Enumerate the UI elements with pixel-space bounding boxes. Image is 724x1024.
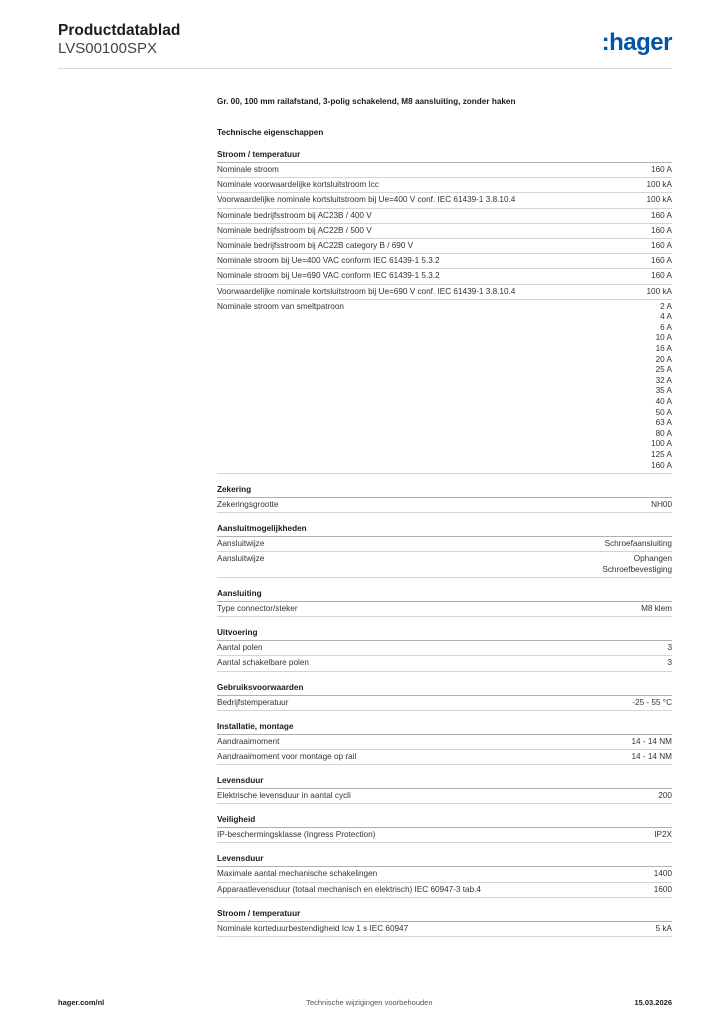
property-row bbox=[217, 537, 672, 552]
property-value: 160 A bbox=[651, 256, 672, 266]
section-title: Technische eigenschappen bbox=[217, 128, 324, 137]
property-label: Voorwaardelijke nominale kortsluitstroom bij Ue=400 V conf. IEC 61439-1 3.8.10.4 bbox=[217, 195, 516, 205]
document-title: Productdatablad bbox=[58, 22, 181, 39]
property-group bbox=[217, 908, 672, 937]
product-code: LVS00100SPX bbox=[58, 40, 157, 57]
property-label: Nominale korteduurbestendigheid Icw 1 s IEC 60947 bbox=[217, 923, 409, 933]
property-row bbox=[217, 300, 672, 474]
property-value: 160 A bbox=[651, 210, 672, 220]
property-value bbox=[602, 554, 672, 575]
property-value-line: 10 A bbox=[655, 333, 672, 343]
property-row bbox=[217, 867, 672, 882]
property-label: Bedrijfstemperatuur bbox=[217, 697, 289, 707]
property-value: -25 - 55 °C bbox=[632, 697, 672, 707]
property-label: Aandraaimoment voor montage op rail bbox=[217, 751, 357, 761]
property-group bbox=[217, 588, 672, 617]
footer-disclaimer: Technische wijzigingen voorbehouden bbox=[306, 998, 433, 1007]
group-title: Uitvoering bbox=[217, 627, 672, 641]
property-value-line: 25 A bbox=[655, 365, 672, 375]
property-value-line: 20 A bbox=[655, 354, 672, 364]
property-row bbox=[217, 193, 672, 208]
property-value-line: Ophangen bbox=[633, 554, 672, 564]
property-value-line: 50 A bbox=[655, 407, 672, 417]
property-value-line: 4 A bbox=[660, 312, 672, 322]
property-value-line: Schroefbevestiging bbox=[602, 564, 672, 574]
property-row bbox=[217, 696, 672, 711]
property-group bbox=[217, 775, 672, 804]
group-title: Levensduur bbox=[217, 853, 672, 867]
property-row bbox=[217, 735, 672, 750]
property-value: 100 kA bbox=[646, 195, 672, 205]
property-value: 100 kA bbox=[646, 286, 672, 296]
property-groups bbox=[217, 149, 672, 937]
property-label: Nominale voorwaardelijke kortsluitstroom Icc bbox=[217, 180, 379, 190]
group-title: Aansluitmogelijkheden bbox=[217, 523, 672, 537]
property-value-line: 125 A bbox=[651, 450, 672, 459]
property-row bbox=[217, 922, 672, 937]
group-title: Stroom / temperatuur bbox=[217, 149, 672, 163]
footer-date: 15.03.2026 bbox=[634, 998, 672, 1007]
property-value-line: 160 A bbox=[651, 460, 672, 470]
property-value: 200 bbox=[658, 791, 672, 801]
property-value-line: 32 A bbox=[655, 375, 672, 385]
page-footer bbox=[58, 998, 672, 1007]
property-value-line: 100 A bbox=[651, 439, 672, 449]
property-row bbox=[217, 239, 672, 254]
property-value: 5 kA bbox=[655, 923, 672, 933]
property-label: Aandraaimoment bbox=[217, 736, 280, 746]
property-label: Apparaatlevensduur (totaal mechanisch en elektrisch) IEC 60947-3 tab.4 bbox=[217, 884, 481, 894]
property-value: 100 kA bbox=[646, 180, 672, 190]
property-value-line: 2 A bbox=[660, 301, 672, 311]
property-value: 160 A bbox=[651, 225, 672, 235]
group-title: Veiligheid bbox=[217, 814, 672, 828]
property-row bbox=[217, 602, 672, 617]
property-group bbox=[217, 682, 672, 711]
property-row bbox=[217, 552, 672, 578]
property-value: 1600 bbox=[653, 884, 672, 894]
property-label: Nominale stroom bbox=[217, 165, 279, 174]
property-row bbox=[217, 883, 672, 898]
property-row bbox=[217, 224, 672, 239]
property-value-line: 6 A bbox=[660, 322, 672, 332]
property-value: 14 - 14 NM bbox=[631, 736, 672, 746]
property-group bbox=[217, 814, 672, 843]
property-label: Aantal schakelbare polen bbox=[217, 658, 309, 668]
property-row bbox=[217, 828, 672, 843]
property-row bbox=[217, 656, 672, 671]
property-label: IP-beschermingsklasse (Ingress Protection) bbox=[217, 830, 376, 840]
property-label: Aansluitwijze bbox=[217, 538, 265, 548]
group-title: Levensduur bbox=[217, 775, 672, 789]
group-title: Gebruiksvoorwaarden bbox=[217, 682, 672, 696]
product-description: Gr. 00, 100 mm railafstand, 3-polig schakelend, M8 aansluiting, zonder haken bbox=[217, 97, 516, 106]
property-value-line: 63 A bbox=[655, 418, 672, 428]
property-label: Elektrische levensduur in aantal cycli bbox=[217, 791, 351, 801]
property-value bbox=[651, 302, 672, 472]
property-row bbox=[217, 178, 672, 193]
property-row bbox=[217, 209, 672, 224]
property-group bbox=[217, 627, 672, 671]
property-value-line: 80 A bbox=[655, 428, 672, 438]
property-value: M8 klem bbox=[641, 603, 672, 613]
group-title: Aansluiting bbox=[217, 588, 672, 602]
property-label: Nominale bedrijfsstroom bij AC22B / 500 V bbox=[217, 225, 372, 235]
property-label: Nominale stroom bij Ue=690 VAC conform IEC 61439-1 5.3.2 bbox=[217, 271, 440, 281]
group-title: Zekering bbox=[217, 484, 672, 498]
property-value: 1400 bbox=[653, 869, 672, 879]
document-header bbox=[58, 22, 180, 57]
property-value: IP2X bbox=[654, 830, 672, 840]
property-value: 160 A bbox=[651, 271, 672, 281]
property-value: 3 bbox=[667, 643, 672, 653]
property-label: Nominale stroom bij Ue=400 VAC conform IEC 61439-1 5.3.2 bbox=[217, 256, 440, 266]
property-value-line: 35 A bbox=[655, 386, 672, 396]
footer-website: hager.com/nl bbox=[58, 998, 105, 1007]
property-value: Schroefaansluiting bbox=[604, 538, 672, 548]
hager-logo: :hager bbox=[601, 29, 672, 56]
property-value: 160 A bbox=[651, 240, 672, 250]
property-value-line: 16 A bbox=[655, 344, 672, 354]
property-row bbox=[217, 641, 672, 656]
property-group bbox=[217, 523, 672, 578]
property-label: Zekeringsgrootte bbox=[217, 499, 279, 509]
property-label: Voorwaardelijke nominale kortsluitstroom bij Ue=690 V conf. IEC 61439-1 3.8.10.4 bbox=[217, 286, 516, 296]
property-value: NH00 bbox=[651, 499, 672, 509]
property-label: Nominale bedrijfsstroom bij AC22B category B / 690 V bbox=[217, 240, 414, 250]
property-label: Nominale stroom van smeltpatroon bbox=[217, 301, 344, 311]
property-row bbox=[217, 269, 672, 284]
property-group bbox=[217, 149, 672, 474]
property-value: 160 A bbox=[651, 165, 672, 174]
property-value: 14 - 14 NM bbox=[631, 751, 672, 761]
property-group bbox=[217, 721, 672, 765]
property-label: Maximale aantal mechanische schakelingen bbox=[217, 869, 378, 879]
property-group bbox=[217, 853, 672, 897]
property-label: Aansluitwijze bbox=[217, 554, 265, 564]
property-row bbox=[217, 254, 672, 269]
property-row bbox=[217, 498, 672, 513]
header-divider bbox=[58, 68, 672, 69]
property-label: Nominale bedrijfsstroom bij AC23B / 400 V bbox=[217, 210, 372, 220]
property-value-line: 40 A bbox=[655, 397, 672, 407]
property-label: Type connector/steker bbox=[217, 603, 298, 613]
datasheet-content bbox=[217, 96, 672, 937]
property-row bbox=[217, 750, 672, 765]
group-title: Stroom / temperatuur bbox=[217, 908, 672, 922]
property-group bbox=[217, 484, 672, 513]
property-row bbox=[217, 789, 672, 804]
property-row bbox=[217, 163, 672, 178]
group-title: Installatie, montage bbox=[217, 721, 672, 735]
property-row bbox=[217, 285, 672, 300]
property-value: 3 bbox=[667, 658, 672, 668]
property-label: Aantal polen bbox=[217, 643, 263, 653]
